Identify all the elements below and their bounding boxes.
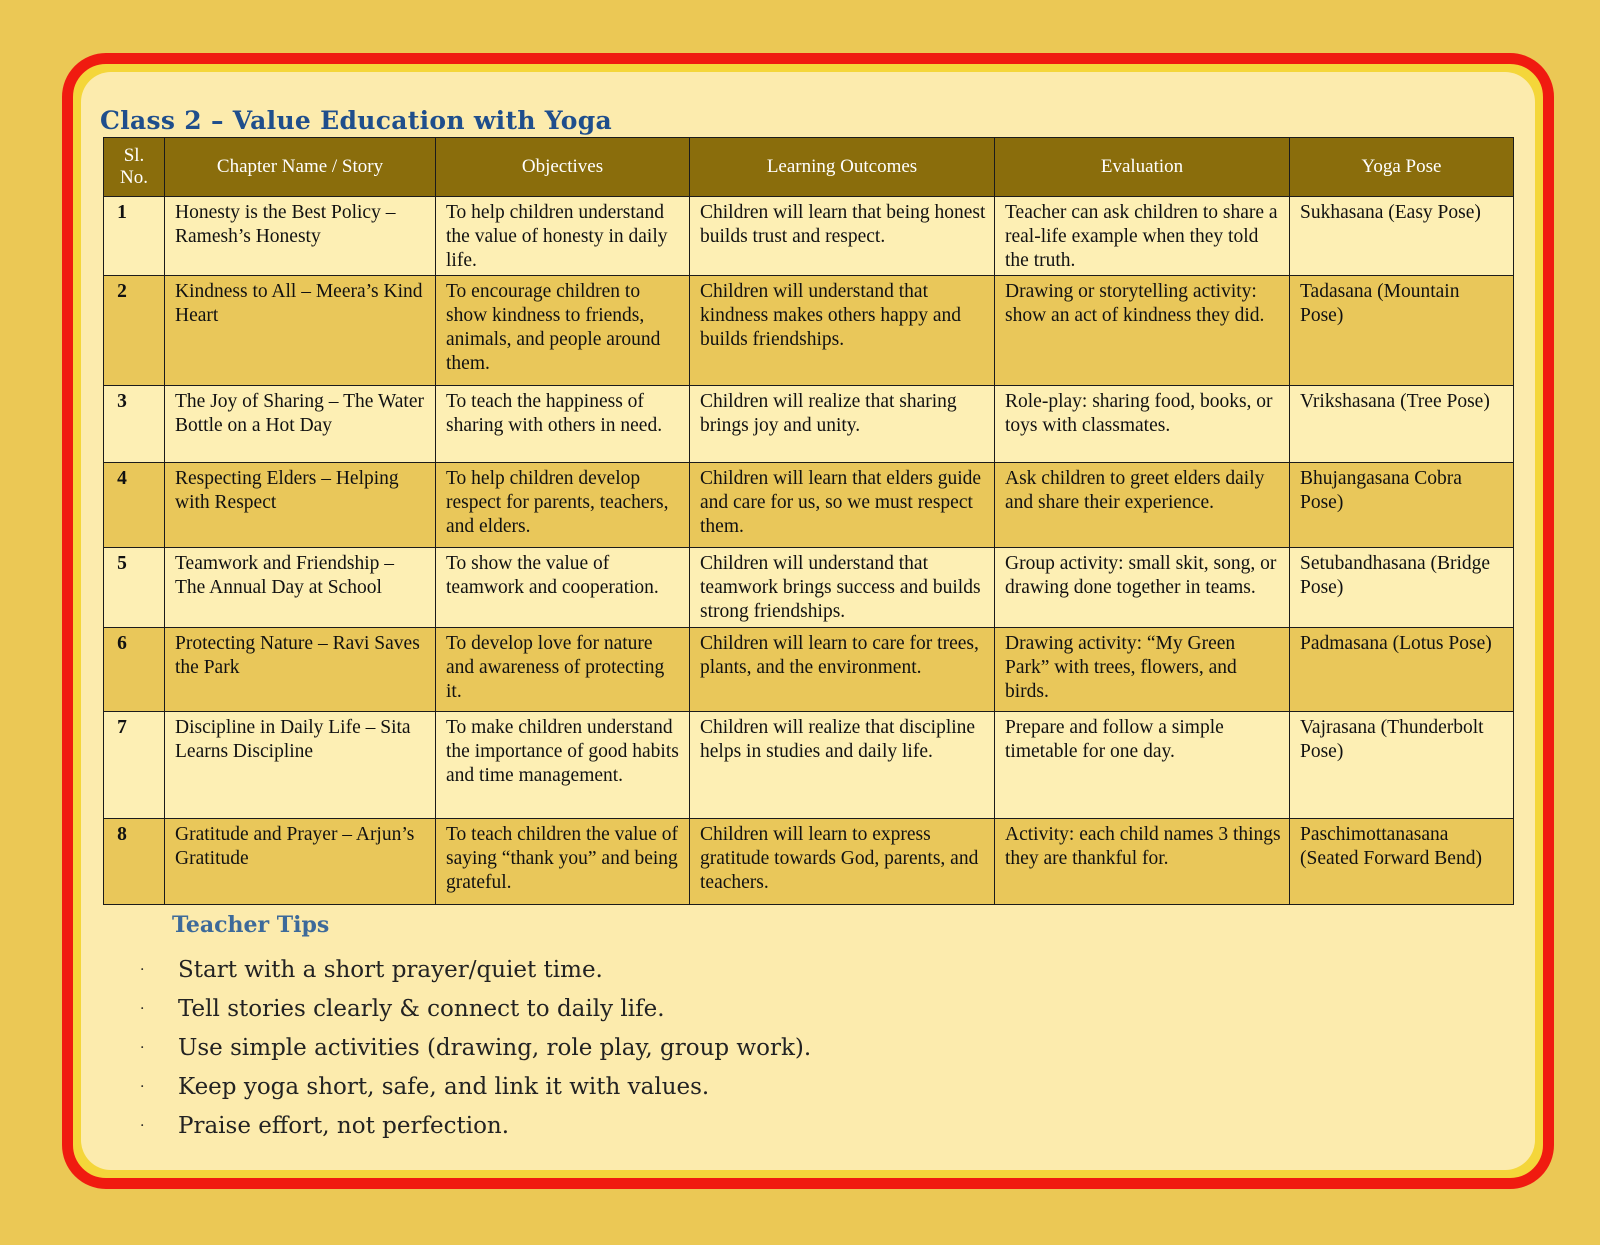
yoga-pose-cell: Tadasana (Mountain Pose): [1290, 276, 1514, 386]
sl-no-cell: 1: [104, 197, 165, 276]
sl-no-cell: 5: [104, 548, 165, 628]
table-row: [104, 276, 1514, 386]
header-yoga-pose: Yoga Pose: [1290, 138, 1514, 197]
table-row: [104, 628, 1514, 712]
bullet-icon: ·: [140, 1117, 145, 1134]
chapter-cell: Kindness to All – Meera’s Kind Heart: [165, 276, 436, 386]
outcome-cell: Children will understand that teamwork brings success and builds strong friendships.: [690, 548, 995, 628]
evaluation-cell: Role-play: sharing food, books, or toys with classmates.: [995, 386, 1290, 463]
table-row: [104, 819, 1514, 905]
sl-no-cell: 2: [104, 276, 165, 386]
tip-text: Start with a short prayer/quiet time.: [178, 956, 603, 983]
chapter-cell: Discipline in Daily Life – Sita Learns Discipline: [165, 712, 436, 819]
teacher-tips-list: [140, 950, 811, 1145]
chapter-cell: The Joy of Sharing – The Water Bottle on a Hot Day: [165, 386, 436, 463]
tip-text: Keep yoga short, safe, and link it with values.: [178, 1073, 710, 1100]
table-row: [104, 386, 1514, 463]
tip-text: Tell stories clearly & connect to daily life.: [178, 995, 665, 1022]
evaluation-cell: Ask children to greet elders daily and share their experience.: [995, 463, 1290, 548]
chapter-cell: Honesty is the Best Policy – Ramesh’s Honesty: [165, 197, 436, 276]
tip-text: Praise effort, not perfection.: [178, 1112, 510, 1139]
table-row: [104, 197, 1514, 276]
chapter-cell: Protecting Nature – Ravi Saves the Park: [165, 628, 436, 712]
objective-cell: To teach the happiness of sharing with others in need.: [436, 386, 690, 463]
header-chapter: Chapter Name / Story: [165, 138, 436, 197]
yoga-pose-cell: Padmasana (Lotus Pose): [1290, 628, 1514, 712]
outcome-cell: Children will learn that being honest builds trust and respect.: [690, 197, 995, 276]
yoga-pose-cell: Sukhasana (Easy Pose): [1290, 197, 1514, 276]
evaluation-cell: Group activity: small skit, song, or drawing done together in teams.: [995, 548, 1290, 628]
objective-cell: To develop love for nature and awareness of protecting it.: [436, 628, 690, 712]
objective-cell: To encourage children to show kindness to friends, animals, and people around them.: [436, 276, 690, 386]
teacher-tips-heading: Teacher Tips: [172, 912, 330, 938]
tip-item: [140, 950, 811, 989]
table-row: [104, 463, 1514, 548]
evaluation-cell: Drawing or storytelling activity: show an act of kindness they did.: [995, 276, 1290, 386]
objective-cell: To make children understand the importance of good habits and time management.: [436, 712, 690, 819]
header-objectives: Objectives: [436, 138, 690, 197]
sl-no-cell: 3: [104, 386, 165, 463]
objective-cell: To help children understand the value of honesty in daily life.: [436, 197, 690, 276]
evaluation-cell: Teacher can ask children to share a real-life example when they told the truth.: [995, 197, 1290, 276]
yoga-pose-cell: Paschimottanasana (Seated Forward Bend): [1290, 819, 1514, 905]
bullet-icon: ·: [140, 961, 145, 978]
tip-item: [140, 1028, 811, 1067]
tip-text: Use simple activities (drawing, role play, group work).: [178, 1034, 812, 1061]
header-sl-no: Sl. No.: [104, 138, 165, 197]
evaluation-cell: Drawing activity: “My Green Park” with trees, flowers, and birds.: [995, 628, 1290, 712]
chapter-cell: Gratitude and Prayer – Arjun’s Gratitude: [165, 819, 436, 905]
bullet-icon: ·: [140, 1078, 145, 1095]
tip-item: [140, 1067, 811, 1106]
outcome-cell: Children will understand that kindness makes others happy and builds friendships.: [690, 276, 995, 386]
objective-cell: To show the value of teamwork and cooperation.: [436, 548, 690, 628]
chapter-cell: Respecting Elders – Helping with Respect: [165, 463, 436, 548]
evaluation-cell: Activity: each child names 3 things they are thankful for.: [995, 819, 1290, 905]
sl-no-cell: 6: [104, 628, 165, 712]
header-evaluation: Evaluation: [995, 138, 1290, 197]
evaluation-cell: Prepare and follow a simple timetable for one day.: [995, 712, 1290, 819]
objective-cell: To help children develop respect for parents, teachers, and elders.: [436, 463, 690, 548]
header-learning-outcomes: Learning Outcomes: [690, 138, 995, 197]
sl-no-cell: 4: [104, 463, 165, 548]
yoga-pose-cell: Vrikshasana (Tree Pose): [1290, 386, 1514, 463]
yoga-pose-cell: Vajrasana (Thunderbolt Pose): [1290, 712, 1514, 819]
sl-no-cell: 7: [104, 712, 165, 819]
page-title: Class 2 – Value Education with Yoga: [100, 106, 613, 135]
outcome-cell: Children will learn that elders guide and care for us, so we must respect them.: [690, 463, 995, 548]
yoga-pose-cell: Bhujangasana Cobra Pose): [1290, 463, 1514, 548]
yoga-pose-cell: Setubandhasana (Bridge Pose): [1290, 548, 1514, 628]
lesson-plan-table: [103, 137, 1514, 905]
outcome-cell: Children will realize that discipline helps in studies and daily life.: [690, 712, 995, 819]
tip-item: [140, 989, 811, 1028]
bullet-icon: ·: [140, 1000, 145, 1017]
tip-item: [140, 1106, 811, 1145]
outcome-cell: Children will realize that sharing brings joy and unity.: [690, 386, 995, 463]
table-header-row: [104, 138, 1514, 197]
bullet-icon: ·: [140, 1039, 145, 1056]
outcome-cell: Children will learn to care for trees, plants, and the environment.: [690, 628, 995, 712]
outcome-cell: Children will learn to express gratitude towards God, parents, and teachers.: [690, 819, 995, 905]
chapter-cell: Teamwork and Friendship – The Annual Day at School: [165, 548, 436, 628]
table-row: [104, 712, 1514, 819]
table-row: [104, 548, 1514, 628]
sl-no-cell: 8: [104, 819, 165, 905]
objective-cell: To teach children the value of saying “thank you” and being grateful.: [436, 819, 690, 905]
